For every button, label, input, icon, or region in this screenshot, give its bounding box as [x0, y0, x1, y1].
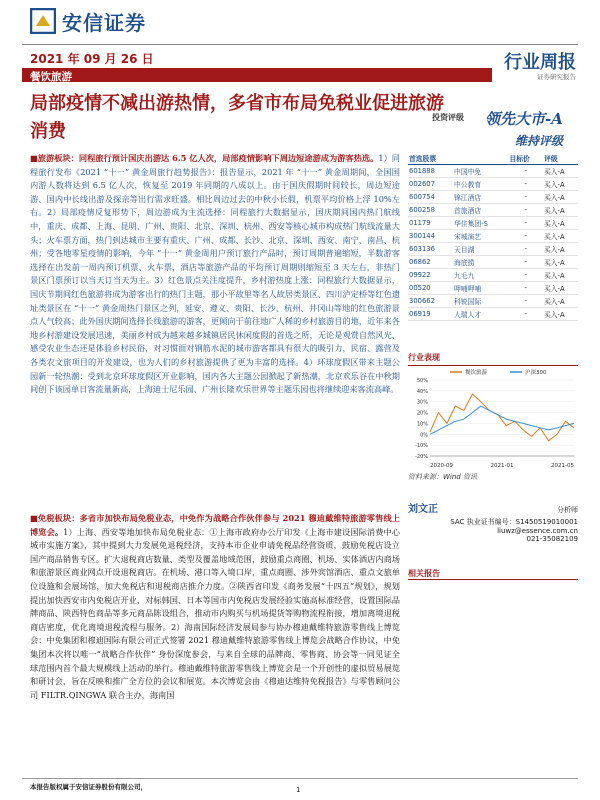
rating-primary: 领先大市-A [485, 110, 563, 128]
legend-label: 沪深300 [525, 370, 547, 376]
stock-name: 呷哺呷哺 [453, 282, 508, 295]
analyst-name: 刘文正 [408, 504, 438, 515]
report-subtype: 证券研究报告 [537, 73, 576, 81]
x-tick-label: 2021-01 [490, 463, 514, 469]
stock-rating: 买入-A [543, 282, 578, 295]
y-tick-label: 50% [416, 378, 428, 384]
stock-target: - [508, 217, 543, 230]
stock-code: 06862 [408, 256, 453, 269]
legend-label: 餐饮旅游 [465, 370, 488, 376]
stock-row [408, 282, 578, 295]
stock-rating: 买入-A [543, 308, 578, 321]
brand-logo [30, 4, 170, 38]
analyst-sac: SAC 执业证书编号：S1450519010001 [450, 518, 578, 526]
footer-text: 本报告版权属于安信证券股份有限公司， [30, 783, 147, 791]
stock-target: - [508, 269, 543, 282]
stock-target: - [508, 230, 543, 243]
stock-name: 首旅酒店 [453, 204, 508, 217]
stock-code: 300662 [408, 295, 453, 308]
col-name [453, 152, 508, 165]
y-tick-label: 10% [416, 421, 428, 428]
sector-bar [22, 68, 492, 82]
stock-target: - [508, 282, 543, 295]
stock-table [408, 152, 578, 321]
sector-label: 餐饮旅游 [30, 71, 72, 83]
stock-row [408, 165, 578, 178]
stock-row [408, 204, 578, 217]
stock-target: - [508, 308, 543, 321]
paragraph-tourism [30, 152, 400, 502]
stock-row [408, 178, 578, 191]
x-tick-label: 2020-09 [430, 463, 453, 469]
y-tick-label: -20% [415, 454, 428, 460]
industry-chart-svg [408, 366, 578, 470]
stock-rating: 买入-A [543, 204, 578, 217]
y-tick-label: 20% [416, 410, 428, 417]
chart-title: 行业表现 [408, 352, 578, 366]
stock-row [408, 269, 578, 282]
stock-picks [408, 152, 578, 321]
stock-rating: 买入-A [543, 256, 578, 269]
stock-code: 01179 [408, 217, 453, 230]
stock-table-body [408, 165, 578, 321]
stock-name: 科锐国际 [453, 295, 508, 308]
stock-rating: 买入-A [543, 178, 578, 191]
y-tick-label: 30% [416, 399, 428, 406]
analyst-phone: 021-35082109 [526, 535, 578, 543]
stock-target: - [508, 243, 543, 256]
stock-code: 002607 [408, 178, 453, 191]
stock-target: - [508, 295, 543, 308]
stock-code: 300144 [408, 230, 453, 243]
paragraph-dutyfree-text: 1）上海、西安等地加快布局免税业态：①上海市政府办公厅印发《上海市建设国际消费中心城市实施方案》，其中提到大力发展免退税经济，支持本市企业申请免税品经营资质，鼓励免税店设立国产商品销售专区。扩大退税商店数量、类型及覆盖地域范围，鼓励重点商圈、机场、实体酒店内商场和旅游景区商业网点开设退税商店。在机场、港口等入境口岸，重点商圈、涉外宾馆酒店、重点文旅单位设施和会展场馆，加大免税店和退税商店推介力度。②陕西省印发《商务发展“十四五”规划》，规划提出加快西安市内免税店开业，对标韩国、日本等国市内免税店发展经验实施高标准经营，设置国际品牌商品、陕西特色商品等多元商品陈设组合，推动市内购买与机场提货等购物流程衔接，增加离境退税商店密度，优化离境退税流程与服务。2）海南国际经济发展局参与协办穆迪戴维特旅游零售线上博览会：中免集团和穆迪国际有限公司正式签署 2021 穆迪戴维特旅游零售线上博览会战略合作协议，中免集团本次将以唯一“战略合作伙伴” 身份深度参会，与来自全球的品牌商、零售商、协会等一同见证全球范围内首个最大规模线上活动的举行。穆迪戴维特旅游零售线上博览会是一个开创性的虚拟贸易展览和研讨会，旨在反映和推广全方位的会议和展览。本次博览会由《穆迪达维特免税报告》与零售顾问公司 FILTR.QINGWA 联合主办，海南国 [30, 526, 400, 700]
related-reports-title: 相关报告 [408, 568, 578, 580]
col-target: 目标价 [508, 152, 543, 165]
stock-rating: 买入-A [543, 191, 578, 204]
stock-rating: 买入-A [543, 243, 578, 256]
stock-row [408, 217, 578, 230]
stock-rating: 买入-A [543, 230, 578, 243]
col-code: 首选股票 [408, 152, 453, 165]
x-tick-label: 2021-05 [551, 463, 574, 469]
brand-mark-icon [30, 8, 56, 34]
y-tick-label: 0% [420, 432, 428, 439]
chart-source: 资料来源：Wind 资讯 [408, 473, 477, 481]
stock-name: 九毛九 [453, 269, 508, 282]
brand-name: 安信证券 [62, 10, 146, 35]
report-date: 2021 年 09 月 26 日 [30, 52, 154, 66]
stock-code: 600754 [408, 191, 453, 204]
y-tick-label: 40% [416, 388, 428, 395]
stock-table-header [408, 152, 578, 165]
stock-name: 锦江酒店 [453, 191, 508, 204]
analyst-block [408, 500, 578, 543]
analyst-email[interactable]: liuwz@essence.com.cn [497, 527, 578, 535]
stock-name: 中公教育 [453, 178, 508, 191]
stock-rating: 买入-A [543, 165, 578, 178]
stock-code: 06919 [408, 308, 453, 321]
stock-code: 601888 [408, 165, 453, 178]
analyst-role: 分析师 [557, 506, 578, 514]
paragraph-dutyfree-head: ■免税板块：多省市加快布局免税业态，中免作为战略合作伙伴参与 2021 穆迪戴维特旅游零售线上博览会。 [30, 513, 400, 537]
footer-divider [22, 778, 578, 779]
header-divider [22, 44, 578, 45]
paragraph-tourism-head: ■旅游板块：同程旅行预计国庆出游达 6.5 亿人次，局部疫情影响下周边短途游成为游客热选。 [30, 153, 379, 163]
stock-name: 人瑞人才 [453, 308, 508, 321]
stock-target: - [508, 165, 543, 178]
stock-rating: 买入-A [543, 217, 578, 230]
stock-name: 海底捞 [453, 256, 508, 269]
stock-row [408, 308, 578, 321]
report-title: 局部疫情不减出游热情，多省市布局免税业促进旅游消费 [30, 93, 444, 142]
stock-row [408, 191, 578, 204]
stock-name: 中国中免 [453, 165, 508, 178]
stock-target: - [508, 256, 543, 269]
report-type: 行业周报 [504, 52, 576, 73]
stock-target: - [508, 191, 543, 204]
stock-code: 600258 [408, 204, 453, 217]
rating-secondary: 维持评级 [515, 134, 564, 148]
y-tick-label: -10% [415, 443, 428, 450]
stock-name: 华住集团-S [453, 217, 508, 230]
stock-rating: 买入-A [543, 269, 578, 282]
paragraph-tourism-text: 1）同程旅行发布《2021 “十一” 黄金周旅行趋势报告》：报告显示，2021 年 “十一” 黄金周期间，全国国内游人数将达到 6.5 亿人次，恢复至 2019 年同期的八成以上。由于国庆假期时间较长，周边短途游、国内中长线出游及探亲等出行需求旺盛。相比周边过去的中秋小长假，机票平均价格上浮 10%左右。2）局部疫情反复形势下，周边游成为主流选择：同程旅行大数据显示，国庆期间国内热门航线中，重庆、成都、上海、昆明、广州、贵阳、北京、深圳、杭州、西安等核心城市构成热门航线流量大头；火车票方面，热门到达城市主要有重庆、广州、成都、长沙、北京、深圳、西安、南宁、南昌、杭州；受各地零星疫情的影响，今年 “十一” 黄金周用户预订旅行产品时，预订周期普遍缩短，半数游客选择在出发前一周内预订机票、火车票，酒店等旅游产品的平均预订周期则缩短至 3 天左右，非热门景区门票预订以当天订当天为主。3）红色景点关注度提升，乡村游热度上涨：同程旅行大数据显示，国庆节期间红色旅游将成为游客出行的热门主题，那小平故里等名人故居类景区、四川泸定桥等红色遗址类景区在 “十一” 黄金周热门景区之列，延安、遵义、贵阳、长沙、杭州、井冈山等地的红色旅游景点人气较高；此外国庆期间选择长线旅游的游客，更倾向于前往地广人稀的乡村旅游目的地，近年来各地乡村游建设发展迅速，美丽乡村成为越来越多城镇居民休闲度假的首选之所，无论是观赏自然风光、感受农业生态还是体验乡村民俗，对习惯面对钢筋水泥的城市游客都具有很大的吸引力，民宿、露营及各类农文旅项目的开发建设，也为人们的乡村旅游提供了更为丰富的选择。4）环球度假区带来主题公园新一轮热潮：受到北京环球度假区开业影响，国内各大主题公园掀起了新热潮，北京欢乐谷在中秋期间创下该园单日客流量新高，上海迪士尼乐园、广州长隆欢乐世界等主题乐园也将继续迎来客流高峰。 [30, 153, 400, 395]
stock-name: 天目湖 [453, 243, 508, 256]
stock-name: 宋城演艺 [453, 230, 508, 243]
stock-rating: 买入-A [543, 295, 578, 308]
col-rating: 评级 [543, 152, 578, 165]
rating-label: 投资评级 [432, 113, 464, 122]
page-number: 1 [296, 786, 301, 794]
stock-row [408, 230, 578, 243]
stock-code: 00520 [408, 282, 453, 295]
stock-target: - [508, 178, 543, 191]
stock-code: 09922 [408, 269, 453, 282]
stock-row [408, 295, 578, 308]
stock-code: 603136 [408, 243, 453, 256]
stock-row [408, 256, 578, 269]
stock-row [408, 243, 578, 256]
paragraph-dutyfree [30, 512, 400, 774]
stock-target: - [508, 204, 543, 217]
industry-chart [408, 366, 578, 470]
